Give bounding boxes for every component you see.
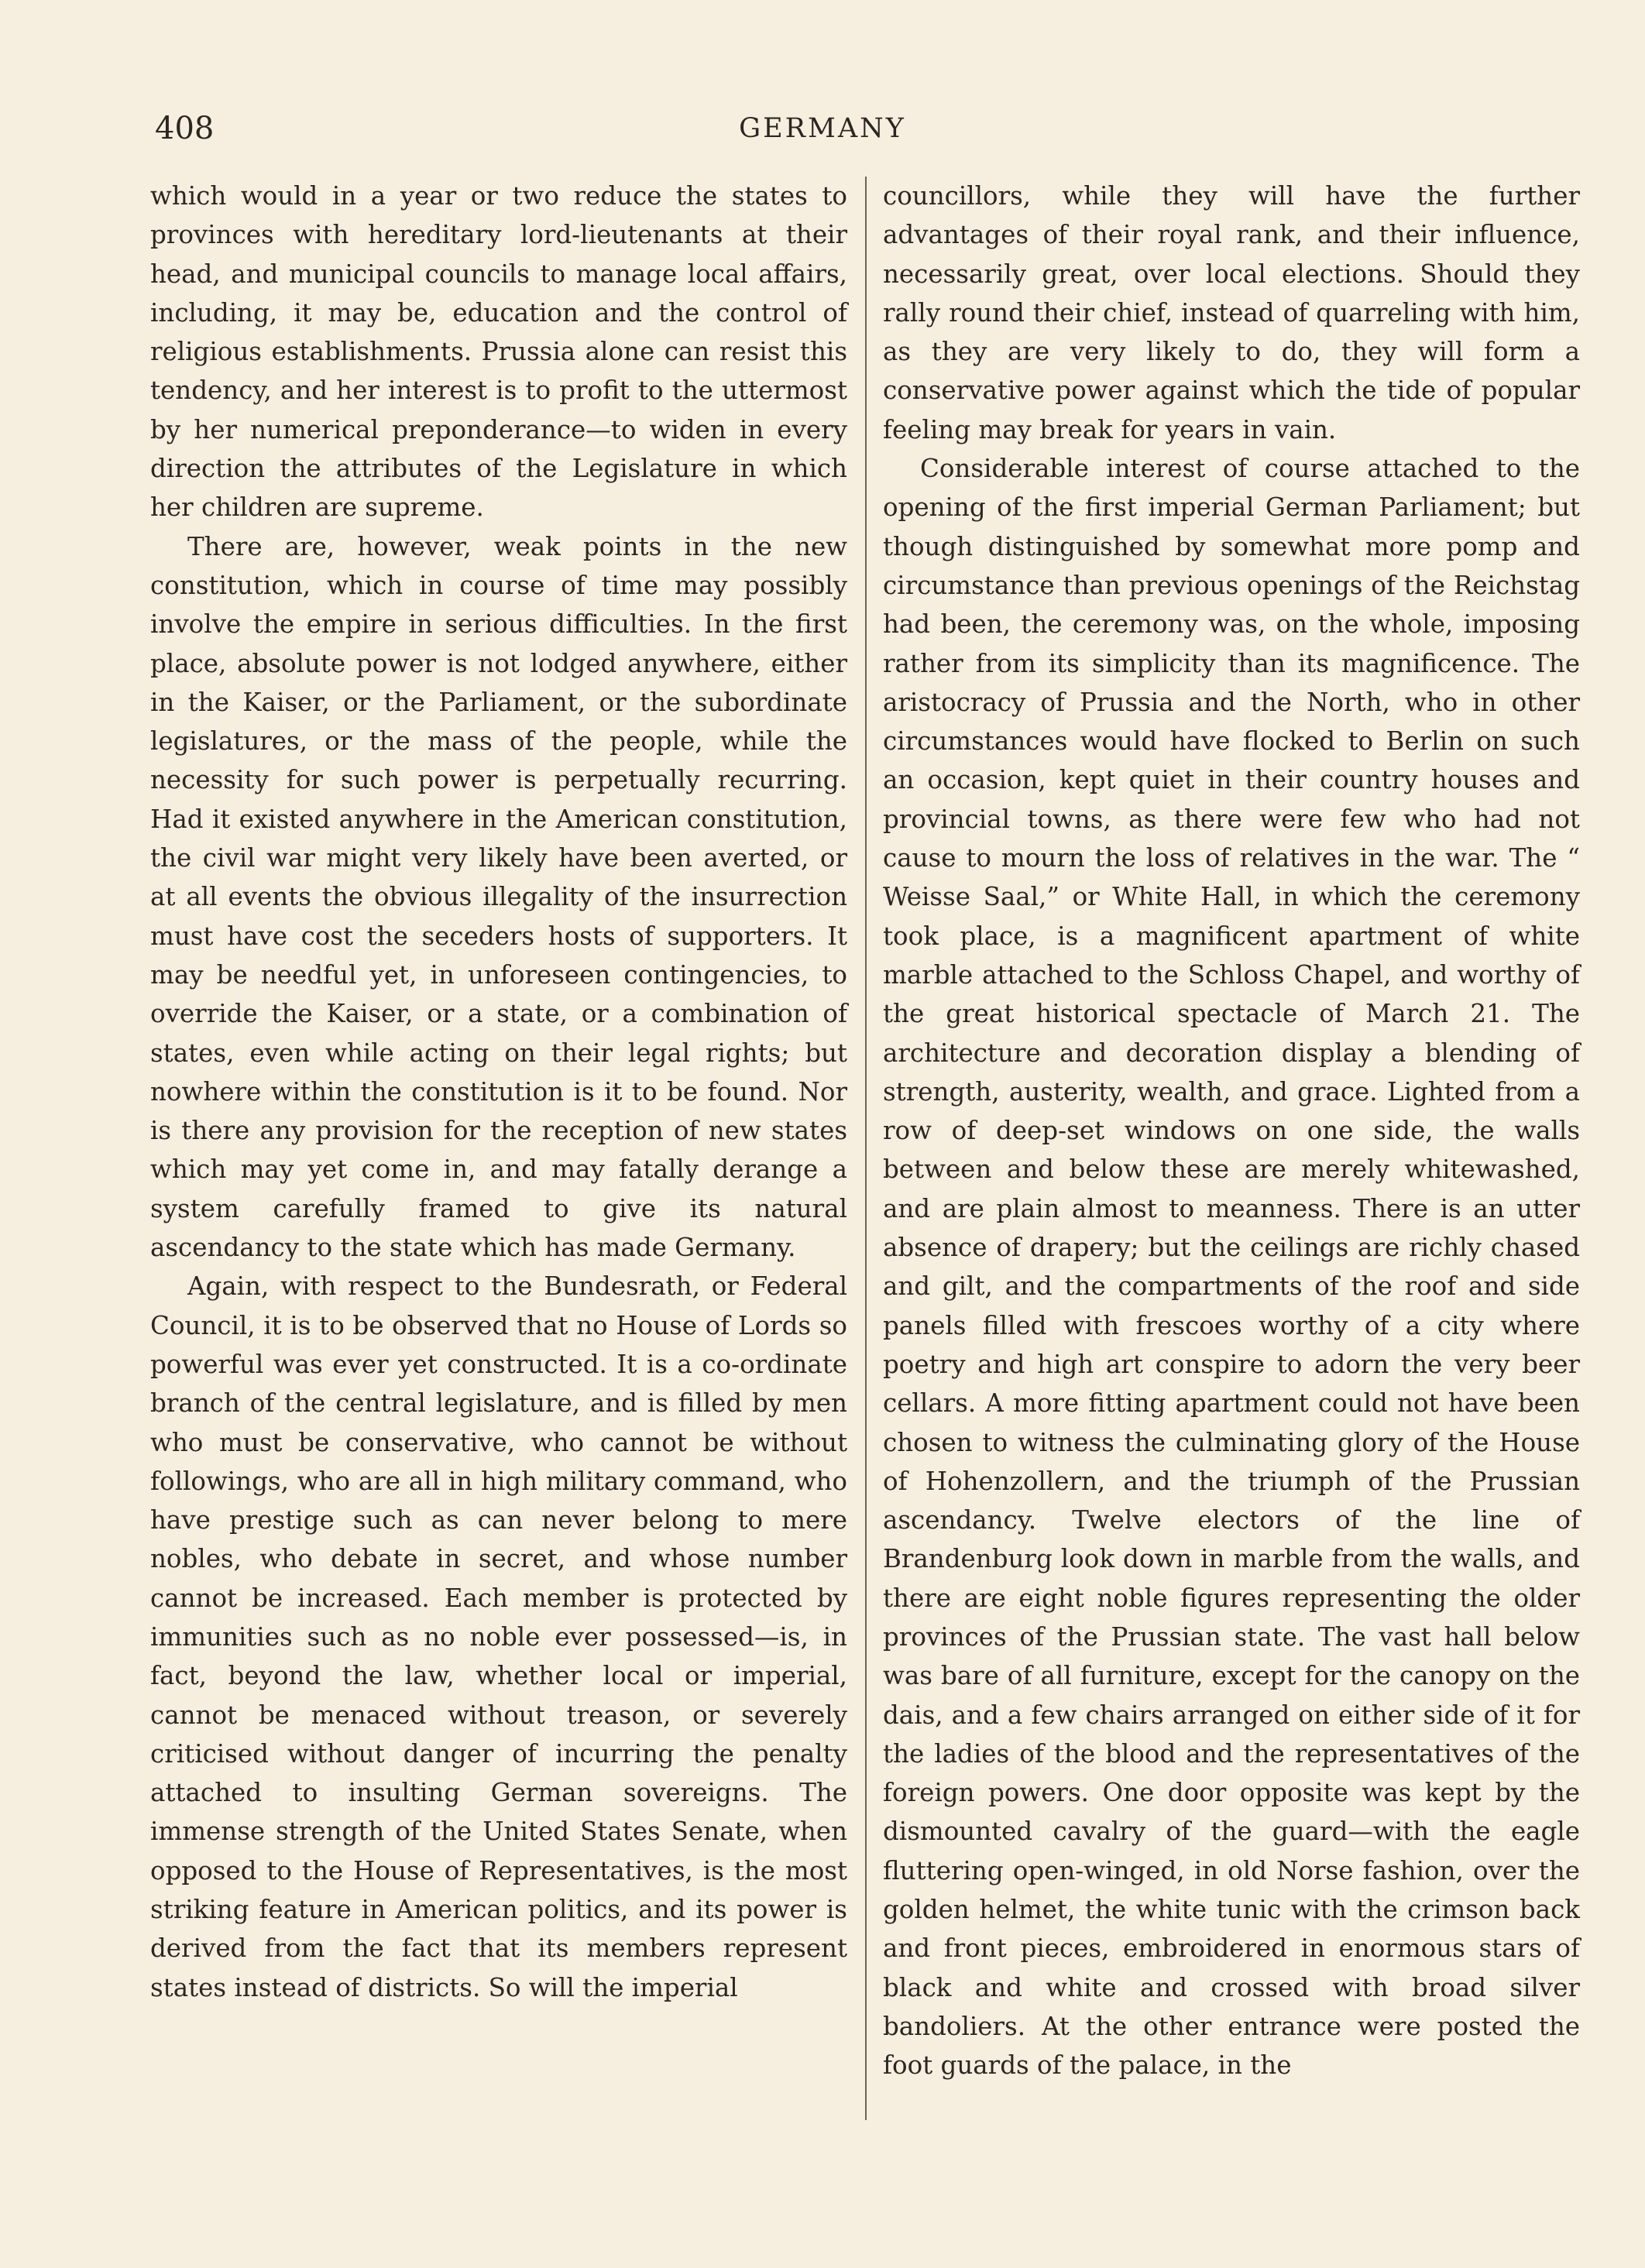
paragraph: Considerable interest of course attached to the opening of the first imperial German Parliament; but though distinguished by somewhat more pomp and circumstance than previous openings of the Reichstag had been, the ceremony was, on the whole, imposing rather from its simplicity than its magnificence. The aristocracy of Prussia and the North, who in other circumstances would have flocked to Berlin on such an occasion, kept quiet in their country houses and provincial towns, as there were few who had not cause to mourn the loss of relatives in the war. The “ Weisse Saal,” or White Hall, in which the ceremony took place, is a magnificent apartment of white marble attached to the Schloss Chapel, and worthy of the great historical spectacle of March 21. The architecture and decoration display a blending of strength, austerity, wealth, and grace. Lighted from a row of deep-set windows on one side, the walls between and below these are merely whitewashed, and are plain almost to meanness. There is an utter absence of drapery; but the ceilings are richly chased and gilt, and the compartments of the roof and side panels filled with frescoes worthy of a city where poetry and high art conspire to adorn the very beer cellars. A more fitting apartment could not have been chosen to witness the culminating glory of the House of Hohenzollern, and the triumph of the Prussian ascendancy. Twelve electors of the line of Brandenburg look down in marble from the walls, and there are eight noble figures representing the older provinces of the Prussian state. The vast hall below was bare of all furniture, except for the canopy on the dais, and a few chairs arranged on either side of it for the ladies of the blood and the representatives of the foreign powers. One door opposite was kept by the dismounted cavalry of the guard—with the eagle fluttering open-winged, in old Norse fashion, over the golden helmet, the white tunic with the crimson back and front pieces, embroidered in enormous stars of black and white and crossed with broad silver bandoliers. At the other entrance were posted the foot guards of the palace, in the <box>883 454 1580 2081</box>
paragraph: There are, however, weak points in the new constitution, which in course of time may possibly involve the empire in serious difficulties. In the first place, absolute power is not lodged anywhere, either in the Kaiser, or the Parliament, or the subordinate legislatures, or the mass of the people, while the necessity for such power is perpetually recurring. Had it existed anywhere in the American constitution, the civil war might very likely have been averted, or at all events the obvious illegality of the insurrection must have cost the seceders hosts of supporters. It may be needful yet, in unforeseen contingencies, to override the Kaiser, or a state, or a combination of states, even while acting on their legal rights; but nowhere within the constitution is it to be found. Nor is there any provision for the reception of new states which may yet come in, and may fatally derange a system carefully framed to give its natural ascendancy to the state which has made Germany. <box>150 531 847 1263</box>
column-divider <box>865 177 867 2120</box>
running-head: GERMANY <box>739 113 906 144</box>
paragraph: Again, with respect to the Bundesrath, or Federal Council, it is to be observed that no House of Lords so powerful was ever yet constructed. It is a co-ordinate branch of the central legislature, and is filled by men who must be conservative, who cannot be without followings, who are all in high military command, who have prestige such as can never belong to mere nobles, who debate in secret, and whose number cannot be increased. Each member is protected by immunities such as no noble ever possessed—is, in fact, beyond the law, whether local or imperial, cannot be menaced without treason, or severely criticised without danger of incurring the penalty attached to insulting German sovereigns. The immense strength of the United States Senate, when opposed to the House of Representatives, is the most striking feature in American politics, and its power is derived from the fact that its members represent states instead of districts. So will the imperial <box>150 1271 847 2002</box>
page-number: 408 <box>155 111 215 146</box>
left-column <box>150 177 847 2007</box>
right-column <box>883 177 1580 2085</box>
paragraph: which would in a year or two reduce the states to provinces with hereditary lord-lieutenants at their head, and municipal councils to manage local affairs, including, it may be, education and the control of religious establishments. Prussia alone can resist this tendency, and her interest is to profit to the uttermost by her numerical preponderance—to widen in every direction the attributes of the Legislature in which her children are supreme. <box>150 181 847 523</box>
paragraph: councillors, while they will have the further advantages of their royal rank, and their influence, necessarily great, over local elections. Should they rally round their chief, instead of quarreling with him, as they are very likely to do, they will form a conservative power against which the tide of popular feeling may break for years in vain. <box>883 181 1580 444</box>
